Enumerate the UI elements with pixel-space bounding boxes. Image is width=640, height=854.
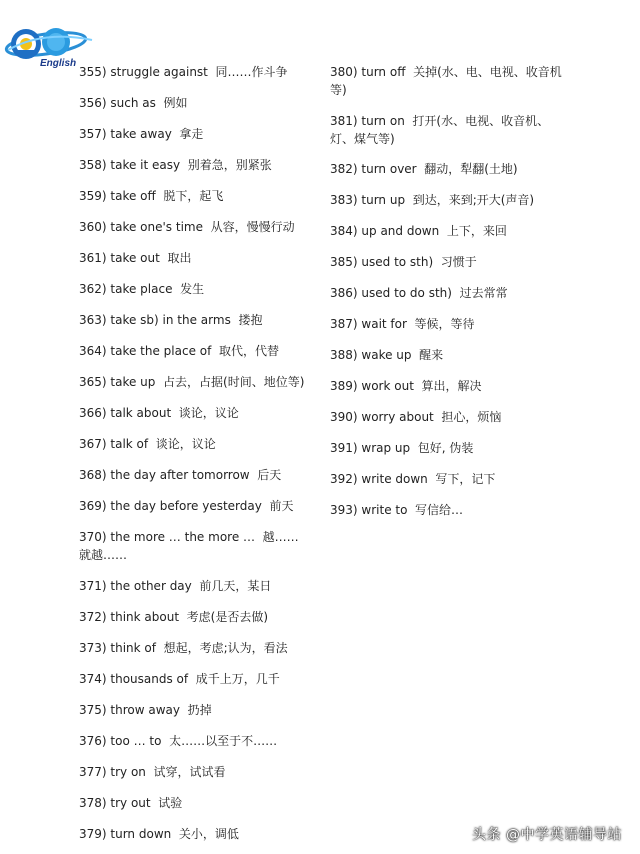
phrase-entry: 383) turn up 到达，来到;开大(声音) — [330, 193, 535, 207]
phrase-entry: 378) try out 试验 — [79, 796, 183, 810]
phrase-entry: 361) take out 取出 — [79, 251, 192, 265]
phrase-entry: 375) throw away 扔掉 — [79, 703, 212, 717]
phrase-entry: 374) thousands of 成千上万，几千 — [79, 672, 280, 686]
phrase-entry: 381) turn on 打开(水、电视、收音机、灯、煤气等) — [330, 114, 550, 146]
phrase-entry: 391) wrap up 包好, 伪装 — [330, 441, 474, 455]
phrase-entry: 388) wake up 醒来 — [330, 348, 444, 362]
phrase-entry: 385) used to sth) 习惯于 — [330, 255, 477, 269]
phrase-entry: 369) the day before yesterday 前天 — [79, 499, 294, 513]
phrase-entry: 366) talk about 谈论，议论 — [79, 406, 239, 420]
phrase-entry: 372) think about 考虑(是否去做) — [79, 610, 269, 624]
phrase-entry: 370) the more … the more … 越……就越…… — [79, 530, 299, 562]
phrase-entry: 382) turn over 翻动，犁翻(土地) — [330, 162, 518, 176]
phrase-entry: 389) work out 算出，解决 — [330, 379, 482, 393]
phrase-entry: 364) take the place of 取代，代替 — [79, 344, 279, 358]
phrase-entry: 379) turn down 关小，调低 — [79, 827, 239, 841]
phrase-entry: 368) the day after tomorrow 后天 — [79, 468, 282, 482]
phrase-entry: 362) take place 发生 — [79, 282, 205, 296]
phrase-entry: 373) think of 想起，考虑;认为，看法 — [79, 641, 288, 655]
phrase-entry: 367) talk of 谈论，议论 — [79, 437, 216, 451]
phrase-entry: 360) take one's time 从容，慢慢行动 — [79, 220, 295, 234]
phrase-entry: 365) take up 占去，占据(时间、地位等) — [79, 375, 305, 389]
phrase-entry: 358) take it easy 别着急，别紧张 — [79, 158, 272, 172]
logo-text: English — [40, 58, 77, 69]
phrase-entry: 387) wait for 等候，等待 — [330, 317, 475, 331]
phrase-entry: 371) the other day 前几天，某日 — [79, 579, 272, 593]
phrase-entry: 356) such as 例如 — [79, 96, 188, 110]
phrase-entry: 384) up and down 上下，来回 — [330, 224, 507, 238]
watermark: 头条 @中学英语辅导站 — [472, 827, 622, 843]
phrase-entry: 355) struggle against 同……作斗争 — [79, 65, 288, 79]
phrase-entry: 390) worry about 担心，烦恼 — [330, 410, 502, 424]
phrase-entry: 363) take sb) in the arms 搂抱 — [79, 313, 263, 327]
phrase-entry: 359) take off 脱下，起飞 — [79, 189, 224, 203]
phrase-entry: 393) write to 写信给… — [330, 503, 464, 517]
phrase-entry: 357) take away 拿走 — [79, 127, 204, 141]
phrase-entry: 380) turn off 关掉(水、电、电视、收音机等) — [330, 65, 562, 97]
phrase-entry: 386) used to do sth) 过去常常 — [330, 286, 508, 300]
phrase-entry: 392) write down 写下，记下 — [330, 472, 496, 486]
phrase-entry: 377) try on 试穿，试试看 — [79, 765, 226, 779]
phrase-entry: 376) too … to 太……以至于不…… — [79, 734, 278, 748]
